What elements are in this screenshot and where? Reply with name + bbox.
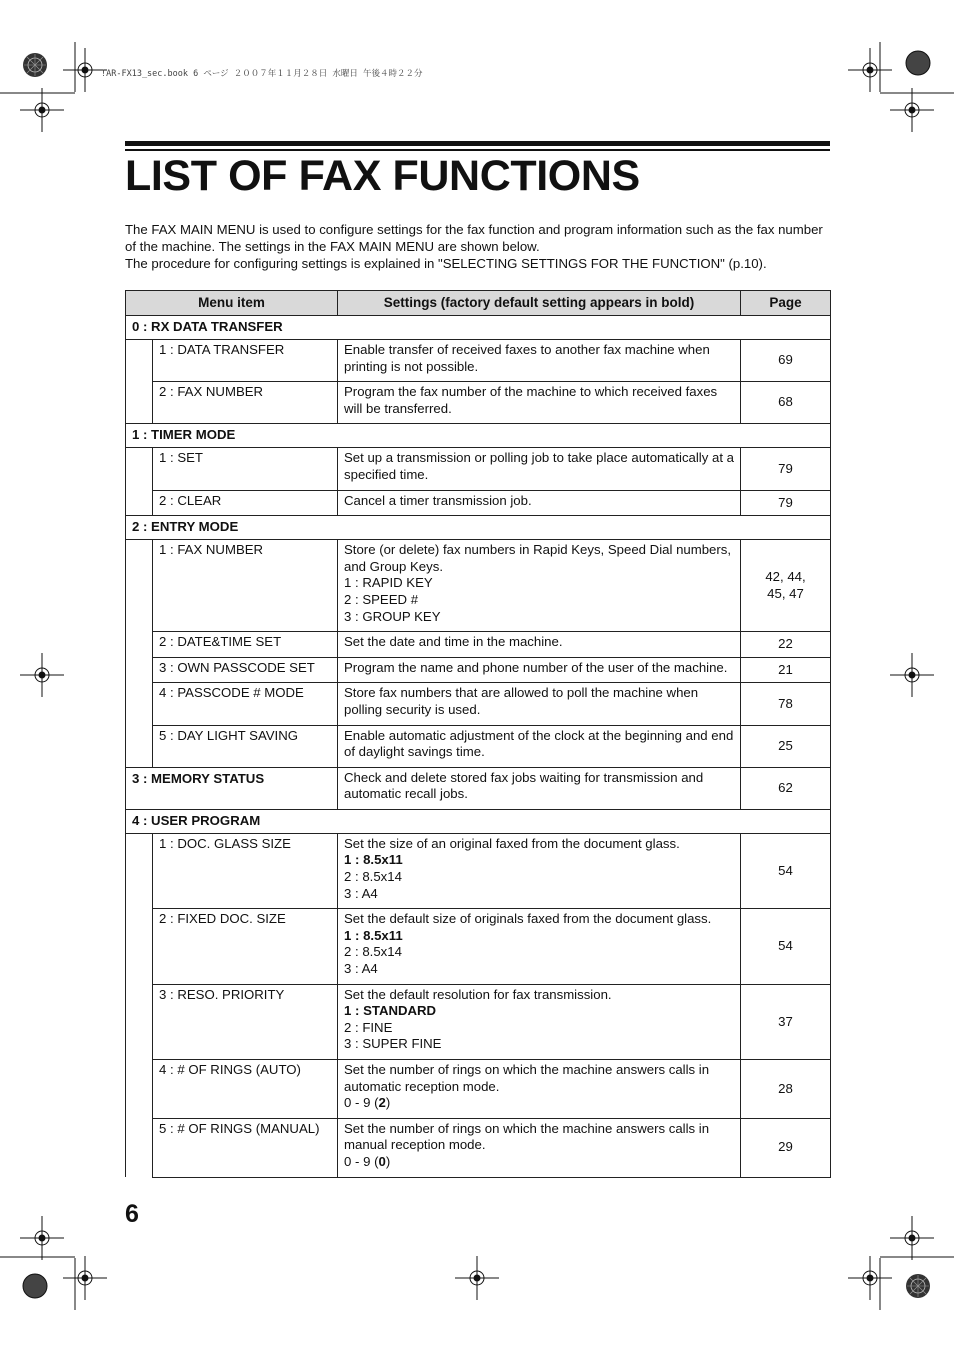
item-label: 5 : # OF RINGS (MANUAL) bbox=[153, 1118, 338, 1177]
range-line bbox=[344, 1154, 734, 1171]
item-label: 3 : OWN PASSCODE SET bbox=[153, 657, 338, 683]
table-row bbox=[126, 984, 831, 1059]
section-row bbox=[126, 424, 831, 448]
table-row bbox=[126, 448, 831, 490]
option-line: 3 : SUPER FINE bbox=[344, 1036, 442, 1052]
section-row bbox=[126, 516, 831, 540]
default-option: 1 : 8.5x11 bbox=[344, 852, 403, 868]
item-label: 4 : # OF RINGS (AUTO) bbox=[153, 1060, 338, 1119]
table-row bbox=[126, 1118, 831, 1177]
header-page: Page bbox=[741, 291, 831, 316]
item-page: 78 bbox=[741, 683, 831, 725]
intro-paragraph: The procedure for configuring settings is explained in "SELECTING SETTINGS FOR THE FUNCTION" (p.10). bbox=[125, 255, 767, 271]
item-desc bbox=[338, 984, 741, 1059]
intro-text bbox=[125, 222, 830, 272]
table-row bbox=[126, 833, 831, 908]
page-line: 45, 47 bbox=[767, 585, 804, 601]
page-title: LIST OF FAX FUNCTIONS bbox=[125, 152, 640, 200]
item-page: 68 bbox=[741, 382, 831, 424]
item-page: 79 bbox=[741, 490, 831, 516]
item-page bbox=[741, 540, 831, 632]
item-label: 1 : FAX NUMBER bbox=[153, 540, 338, 632]
section-label: 3 : MEMORY STATUS bbox=[126, 767, 338, 809]
item-label: 1 : DOC. GLASS SIZE bbox=[153, 833, 338, 908]
table-row bbox=[126, 490, 831, 516]
table-header-row bbox=[126, 291, 831, 316]
item-desc bbox=[338, 540, 741, 632]
item-desc bbox=[338, 833, 741, 908]
item-page: 54 bbox=[741, 909, 831, 984]
desc-text: Set the default size of originals faxed from the document glass. bbox=[344, 911, 712, 927]
item-desc: Cancel a timer transmission job. bbox=[338, 490, 741, 516]
option-line: 2 : 8.5x14 bbox=[344, 944, 402, 960]
option-line: 2 : FINE bbox=[344, 1019, 393, 1035]
table-row bbox=[126, 1060, 831, 1119]
item-page: 29 bbox=[741, 1118, 831, 1177]
option-line: 2 : 8.5x14 bbox=[344, 869, 402, 885]
section-row bbox=[126, 316, 831, 340]
table-row bbox=[126, 909, 831, 984]
item-page: 79 bbox=[741, 448, 831, 490]
item-desc: Enable automatic adjustment of the clock at the beginning and end of daylight savings time. bbox=[338, 725, 741, 767]
item-desc: Program the name and phone number of the user of the machine. bbox=[338, 657, 741, 683]
range-default: 0 bbox=[378, 1153, 386, 1169]
item-page: 22 bbox=[741, 632, 831, 658]
table-row bbox=[126, 340, 831, 382]
title-rule bbox=[125, 141, 830, 146]
item-label: 2 : DATE&TIME SET bbox=[153, 632, 338, 658]
file-header: !AR-FX13_sec.book 6 ページ ２００７年１１月２８日 水曜日 午後４時２２分 bbox=[101, 69, 423, 79]
desc-text: Set the default resolution for fax transmission. bbox=[344, 986, 612, 1002]
item-desc: Enable transfer of received faxes to another fax machine when printing is not possible. bbox=[338, 340, 741, 382]
item-page: 28 bbox=[741, 1060, 831, 1119]
intro-paragraph: The FAX MAIN MENU is used to configure settings for the fax function and program information such as the fax number of the machine. The settings in the FAX MAIN MENU are shown below. bbox=[125, 222, 823, 254]
item-desc bbox=[338, 1060, 741, 1119]
item-page: 25 bbox=[741, 725, 831, 767]
range-prefix: 0 - 9 ( bbox=[344, 1095, 379, 1111]
item-label: 2 : CLEAR bbox=[153, 490, 338, 516]
section-label: 2 : ENTRY MODE bbox=[126, 516, 831, 540]
table-row bbox=[126, 725, 831, 767]
item-label: 4 : PASSCODE # MODE bbox=[153, 683, 338, 725]
item-desc: Store fax numbers that are allowed to poll the machine when polling security is used. bbox=[338, 683, 741, 725]
desc-text: Set the number of rings on which the machine answers calls in manual reception mode. bbox=[344, 1120, 710, 1153]
range-line bbox=[344, 1095, 734, 1112]
item-page: 37 bbox=[741, 984, 831, 1059]
table-row bbox=[126, 540, 831, 632]
item-page: 54 bbox=[741, 833, 831, 908]
header-menu-item: Menu item bbox=[126, 291, 338, 316]
range-suffix: ) bbox=[385, 1095, 391, 1111]
item-page: 21 bbox=[741, 657, 831, 683]
section-label: 1 : TIMER MODE bbox=[126, 424, 831, 448]
desc-text: Set the size of an original faxed from the document glass. bbox=[344, 835, 680, 851]
item-desc: Set up a transmission or polling job to take place automatically at a specified time. bbox=[338, 448, 741, 490]
item-label: 1 : SET bbox=[153, 448, 338, 490]
option-line: 3 : GROUP KEY bbox=[344, 608, 441, 624]
option-line: 3 : A4 bbox=[344, 885, 378, 901]
table-row bbox=[126, 632, 831, 658]
option-line: 2 : SPEED # bbox=[344, 591, 419, 607]
table-row bbox=[126, 767, 831, 809]
item-desc bbox=[338, 909, 741, 984]
desc-text: Store (or delete) fax numbers in Rapid Keys, Speed Dial numbers, and Group Keys. bbox=[344, 542, 732, 574]
fax-functions-table bbox=[125, 290, 831, 1178]
item-label: 2 : FIXED DOC. SIZE bbox=[153, 909, 338, 984]
item-page: 69 bbox=[741, 340, 831, 382]
item-page: 62 bbox=[741, 767, 831, 809]
section-label: 4 : USER PROGRAM bbox=[126, 809, 831, 833]
page-number: 6 bbox=[125, 1200, 139, 1228]
page-line: 42, 44, bbox=[765, 569, 806, 585]
range-default: 2 bbox=[378, 1095, 386, 1111]
item-label: 1 : DATA TRANSFER bbox=[153, 340, 338, 382]
range-prefix: 0 - 9 ( bbox=[344, 1153, 379, 1169]
table-row bbox=[126, 382, 831, 424]
range-suffix: ) bbox=[385, 1153, 391, 1169]
item-label: 3 : RESO. PRIORITY bbox=[153, 984, 338, 1059]
table-row bbox=[126, 683, 831, 725]
table-row bbox=[126, 657, 831, 683]
item-label: 5 : DAY LIGHT SAVING bbox=[153, 725, 338, 767]
section-label: 0 : RX DATA TRANSFER bbox=[126, 316, 831, 340]
section-row bbox=[126, 809, 831, 833]
option-line: 1 : RAPID KEY bbox=[344, 575, 433, 591]
default-option: 1 : 8.5x11 bbox=[344, 927, 403, 943]
item-label: 2 : FAX NUMBER bbox=[153, 382, 338, 424]
header-settings: Settings (factory default setting appears in bold) bbox=[338, 291, 741, 316]
default-option: 1 : STANDARD bbox=[344, 1003, 437, 1019]
desc-text: Set the number of rings on which the machine answers calls in automatic reception mode. bbox=[344, 1062, 710, 1094]
item-desc: Program the fax number of the machine to which received faxes will be transferred. bbox=[338, 382, 741, 424]
item-desc bbox=[338, 1118, 741, 1177]
option-line: 3 : A4 bbox=[344, 961, 378, 977]
item-desc: Set the date and time in the machine. bbox=[338, 632, 741, 658]
item-desc: Check and delete stored fax jobs waiting for transmission and automatic recall jobs. bbox=[338, 767, 741, 809]
